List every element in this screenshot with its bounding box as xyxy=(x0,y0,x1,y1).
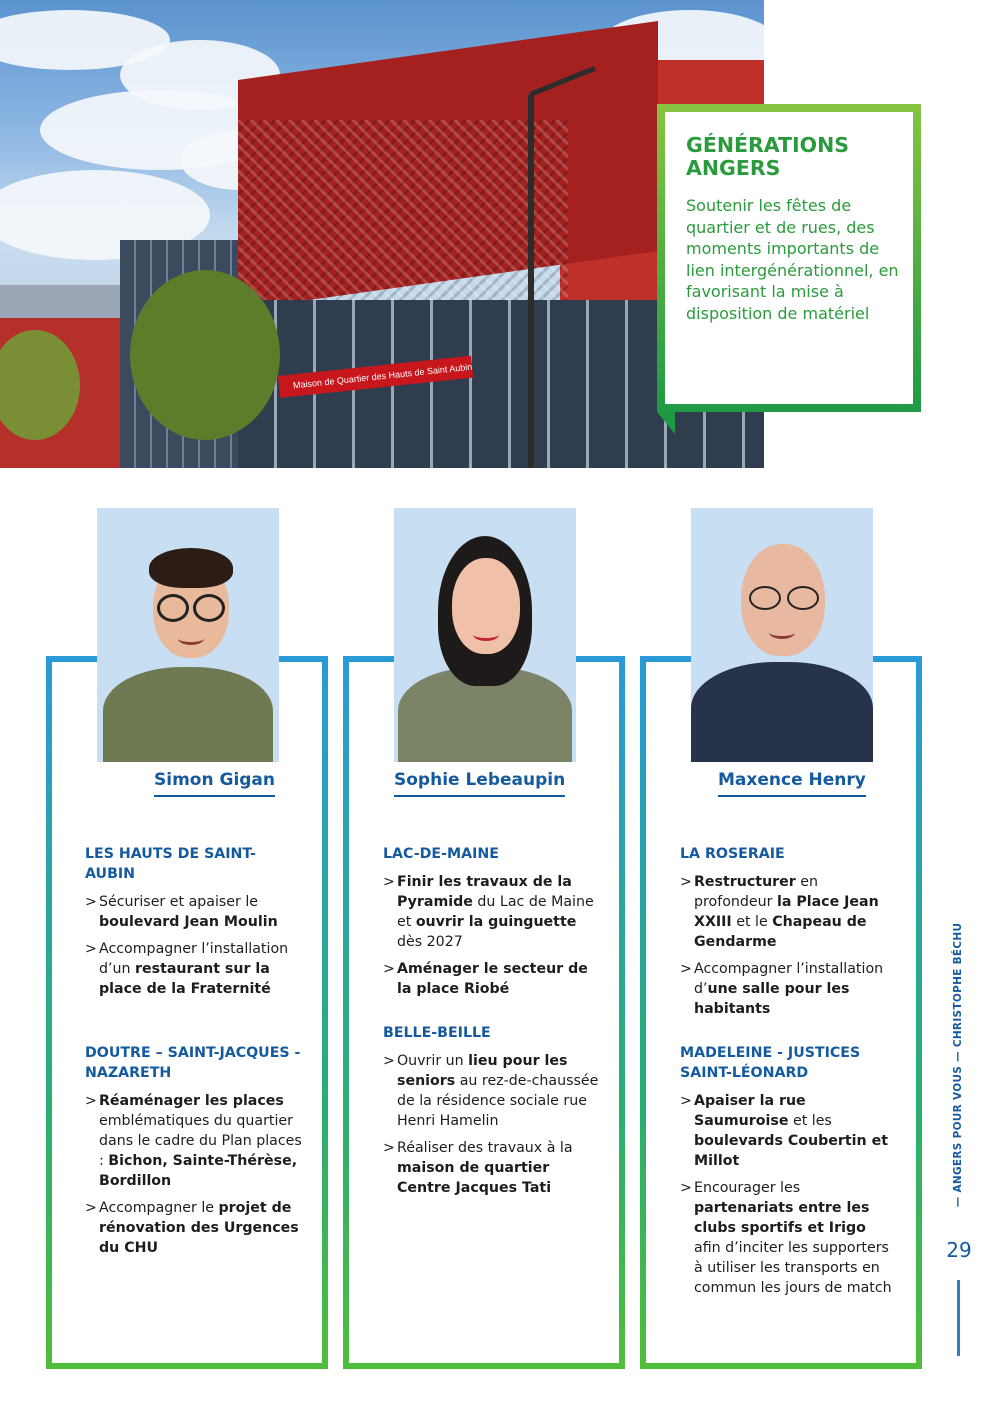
list-item: > Apaiser la rue Saumuroise et les boulevards Coubertin et Millot xyxy=(680,1091,894,1171)
person-name: Simon Gigan xyxy=(154,770,275,797)
list-item: > Accompagner le projet de rénovation des Urgences du CHU xyxy=(85,1198,307,1258)
section-doutre xyxy=(85,1043,307,1265)
callout-title: GÉNÉRATIONS ANGERS xyxy=(686,133,850,180)
building-sign: Maison de Quartier des Hauts de Saint Aubin xyxy=(278,356,473,398)
section-title: MADELEINE - JUSTICES SAINT-LÉONARD xyxy=(680,1045,861,1081)
list-item: > Restructurer en profondeur la Place Jean XXIII et le Chapeau de Gendarme xyxy=(680,872,894,952)
section-madeleine xyxy=(680,1043,894,1305)
portrait-simon-gigan xyxy=(97,508,279,762)
person-name: Maxence Henry xyxy=(718,770,866,797)
list-item: > Accompagner l’installation d’une salle pour les habitants xyxy=(680,959,894,1019)
section-title: DOUTRE – SAINT-JACQUES - NAZARETH xyxy=(85,1045,301,1081)
page-rule xyxy=(957,1280,960,1356)
running-title xyxy=(948,922,968,1208)
running-title-text: — ANGERS POUR VOUS — CHRISTOPHE BÉCHU xyxy=(952,922,964,1208)
list-item: > Finir les travaux de la Pyramide du Lac de Maine et ouvrir la guinguette dès 2027 xyxy=(383,872,605,952)
section-title: LAC-DE-MAINE xyxy=(383,846,499,862)
section-title: LES HAUTS DE SAINT-AUBIN xyxy=(85,846,256,882)
section-lac-de-maine xyxy=(383,844,605,1006)
portrait-sophie-lebeaupin xyxy=(394,508,576,762)
list-item: > Accompagner l’installation d’un restaurant sur la place de la Fraternité xyxy=(85,939,305,999)
section-belle-beille xyxy=(383,1023,601,1205)
list-item: > Encourager les partenariats entre les clubs sportifs et Irigo afin d’inciter les supporters à utiliser les transports en commun les jours de match xyxy=(680,1178,894,1298)
list-item: > Sécuriser et apaiser le boulevard Jean Moulin xyxy=(85,892,305,932)
page-number: 29 xyxy=(946,1238,972,1262)
callout-body: Soutenir les fêtes de quartier et de rues, des moments importants de lien intergénérationnel, en favorisant la mise à disposition de matériel xyxy=(686,196,899,323)
hero-photo xyxy=(0,0,764,468)
person-name: Sophie Lebeaupin xyxy=(394,770,565,797)
callout-notch xyxy=(657,412,675,434)
list-item: > Aménager le secteur de la place Riobé xyxy=(383,959,605,999)
section-title: LA ROSERAIE xyxy=(680,846,785,862)
list-item: > Réaliser des travaux à la maison de quartier Centre Jacques Tati xyxy=(383,1138,601,1198)
section-hauts-saint-aubin xyxy=(85,844,305,1006)
list-item: > Ouvrir un lieu pour les seniors au rez-de-chaussée de la résidence sociale rue Henri Hamelin xyxy=(383,1051,601,1131)
list-item: > Réaménager les places emblématiques du quartier dans le cadre du Plan places : Bichon, Sainte-Thérèse, Bordillon xyxy=(85,1091,307,1191)
section-title: BELLE-BEILLE xyxy=(383,1025,491,1041)
portrait-maxence-henry xyxy=(691,508,873,762)
card-sophie-lebeaupin xyxy=(343,656,625,1369)
section-la-roseraie xyxy=(680,844,894,1026)
